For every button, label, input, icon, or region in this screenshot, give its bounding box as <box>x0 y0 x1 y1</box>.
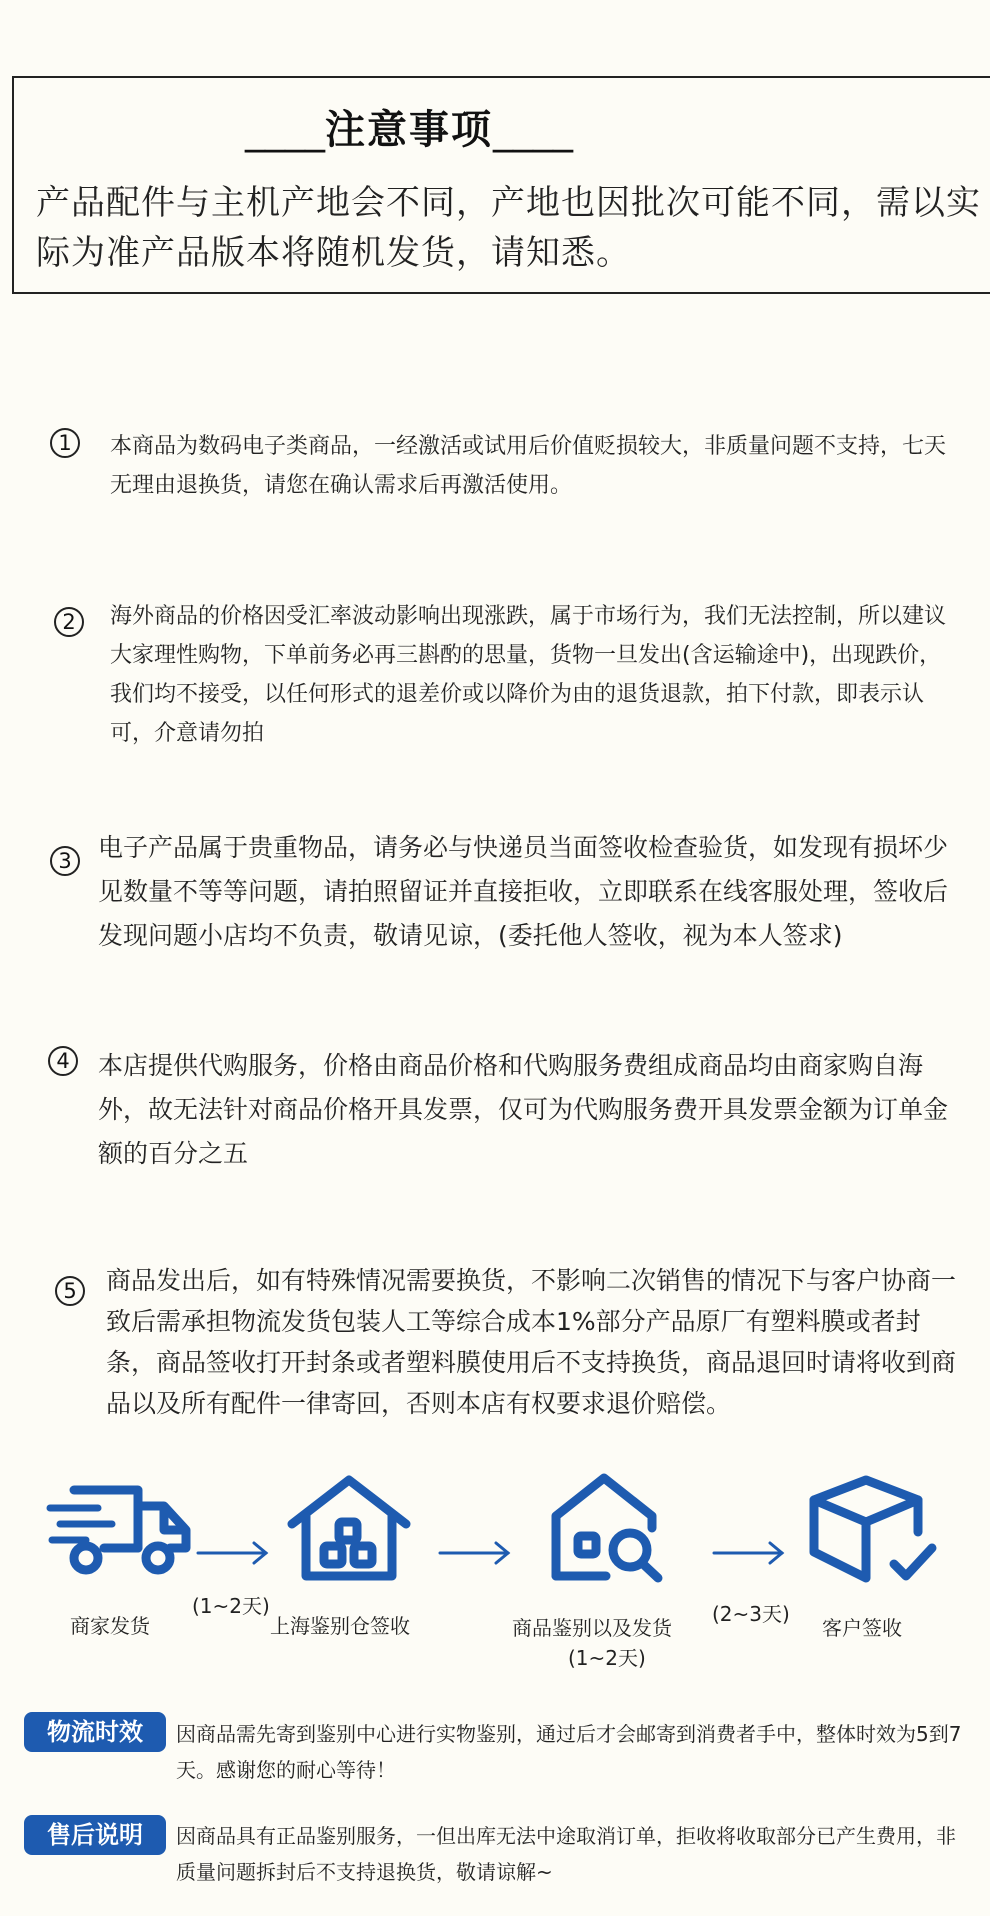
item-text-2: 海外商品的价格因受汇率波动影响出现涨跌，属于市场行为，我们无法控制，所以建议大家理性购物，下单前务必再三斟酌的思量，货物一旦发出(含运输途中)，出现跌价，我们均不接受，以任何形式的退差价或以降价为由的退货退款，拍下付款，即表示认可，介意请勿拍 <box>110 604 947 746</box>
delivery-truck-icon <box>46 1478 196 1578</box>
warehouse-icon <box>284 1472 414 1587</box>
notice-title-text: 注意事项 <box>325 107 493 153</box>
notice-text: 产品配件与主机产地会不同，产地也因批次可能不同，需以实际为准产品版本将随机发货，请知悉。 <box>36 183 981 273</box>
logistics-badge: 物流时效 <box>24 1712 166 1752</box>
logistics-text: 因商品需先寄到鉴别中心进行实物鉴别，通过后才会邮寄到消费者手中，整体时效为5到7天。感谢您的耐心等待！ <box>176 1722 962 1782</box>
flow-arrow-3 <box>712 1540 786 1566</box>
title-dash-left: ____ <box>245 107 325 153</box>
item-text-3: 电子产品属于贵重物品，请务必与快递员当面签收检查验货，如发现有损坏少见数量不等等问题，请拍照留证并直接拒收，立即联系在线客服处理，签收后发现问题小店均不负责，敬请见谅，(委托他人签收，视为本人签求) <box>98 833 949 950</box>
item-text-5: 商品发出后，如有特殊情况需要换货，不影响二次销售的情况下与客户协商一致后需承担物流发货包装人工等综合成本1%部分产品原厂有塑料膜或者封条，商品签收打开封条或者塑料膜使用后不支持换货，商品退回时请将收到商品以及所有配件一律寄回，否则本店有权要求退价赔偿。 <box>106 1266 957 1418</box>
item-number-5: 5 <box>55 1276 85 1306</box>
inspection-icon <box>548 1470 668 1588</box>
item-text-1: 本商品为数码电子类商品，一经激活或试用后价值贬损较大，非质量问题不支持，七天无理由退换货，请您在确认需求后再激活使用。 <box>110 434 947 498</box>
step-label-warehouse: 上海鉴别仓签收 <box>270 1614 410 1638</box>
flow-arrow-2 <box>438 1540 512 1566</box>
step-label-inspect: 商品鉴别以及发货 <box>512 1616 672 1640</box>
notice-title <box>14 98 804 155</box>
flow-arrow-1 <box>196 1540 270 1566</box>
step-label-receive: 客户签收 <box>822 1616 902 1640</box>
package-check-icon <box>806 1474 940 1586</box>
step-label-ship: 商家发货 <box>70 1614 150 1638</box>
item-number-2: 2 <box>54 607 84 637</box>
after-sales-text: 因商品具有正品鉴别服务，一但出库无法中途取消订单，拒收将收取部分已产生费用，非质量问题拆封后不支持退换货，敬请谅解~ <box>176 1824 956 1884</box>
item-number-1: 1 <box>50 428 80 458</box>
after-sales-badge: 售后说明 <box>24 1815 166 1855</box>
days-label-3: (2~3天) <box>712 1602 790 1626</box>
title-dash-right: ____ <box>493 107 573 153</box>
notice-box <box>12 76 990 294</box>
item-number-4: 4 <box>48 1046 78 1076</box>
step-label-inspect-days: (1~2天) <box>568 1646 646 1670</box>
days-label-1: (1~2天) <box>192 1594 270 1618</box>
item-number-3: 3 <box>50 846 80 876</box>
item-text-4: 本店提供代购服务，价格由商品价格和代购服务费组成商品均由商家购自海外，故无法针对商品价格开具发票，仅可为代购服务费开具发票金额为订单金额的百分之五 <box>98 1051 949 1168</box>
